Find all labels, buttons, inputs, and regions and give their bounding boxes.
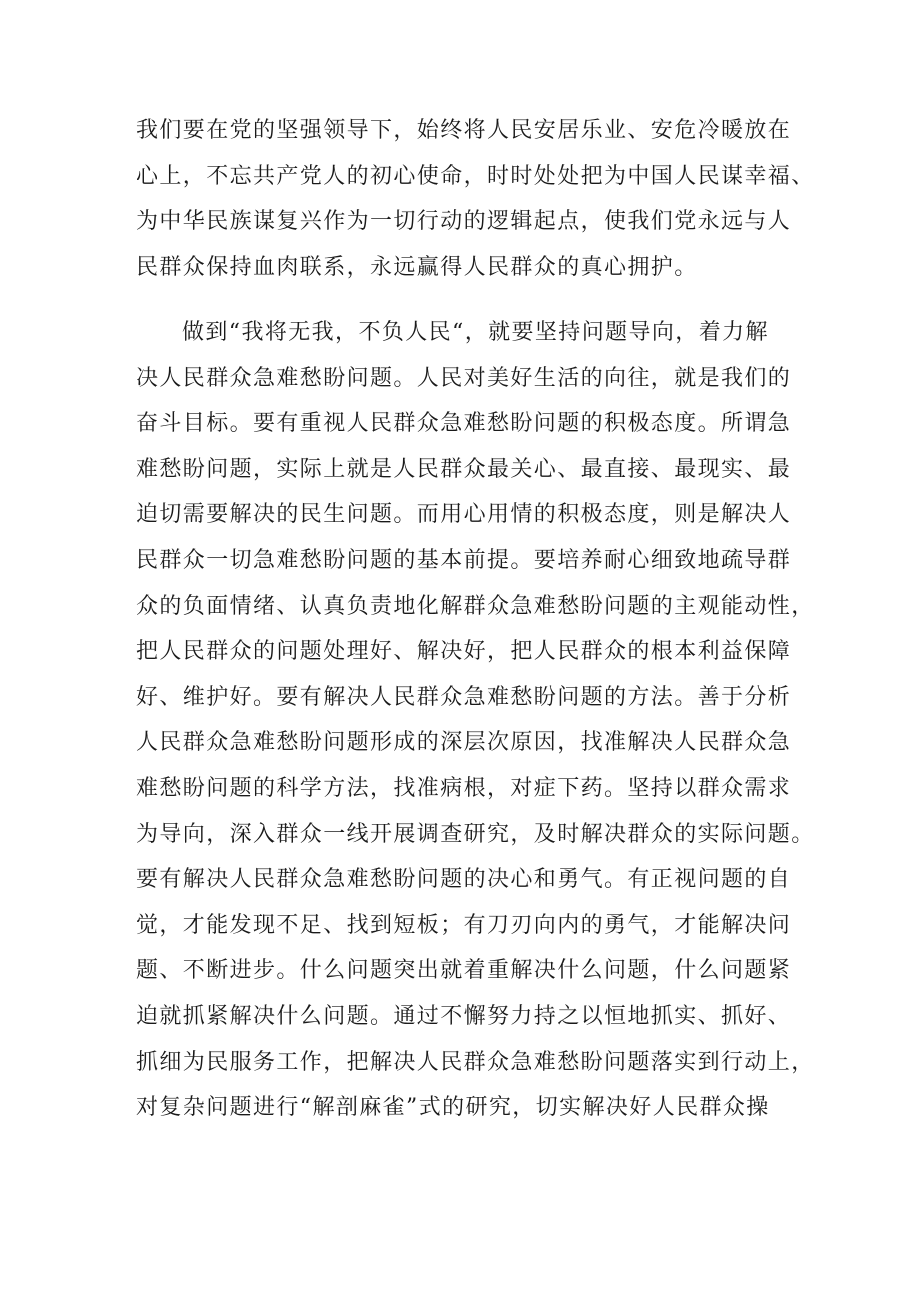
text-line: 抓细为民服务工作，把解决人民群众急难愁盼问题落实到行动上， (136, 1049, 815, 1075)
text-line: 为导向，深入群众一线开展调查研究，及时解决群众的实际问题。 (136, 821, 815, 847)
paragraph-2 (136, 310, 815, 1131)
text-line: 做到“我将无我，不负人民“，就要坚持问题导向，着力解 (182, 320, 769, 345)
paragraph-1 (136, 108, 815, 290)
text-line: 奋斗目标。要有重视人民群众急难愁盼问题的积极态度。所谓急 (136, 411, 792, 437)
text-line: 要有解决人民群众急难愁盼问题的决心和勇气。有正视问题的自 (136, 867, 792, 893)
text-line: 难愁盼问题，实际上就是人民群众最关心、最直接、最现实、最 (136, 456, 792, 482)
text-line: 民群众保持血肉联系，永远赢得人民群众的真心拥护。 (136, 254, 698, 280)
text-line: 为中华民族谋复兴作为一切行动的逻辑起点，使我们党永远与人 (136, 209, 792, 235)
text-line: 众的负面情绪、认真负责地化解群众急难愁盼问题的主观能动性， (136, 593, 815, 619)
text-line: 迫就抓紧解决什么问题。通过不懈努力持之以恒地抓实、抓好、 (136, 1003, 792, 1029)
text-line: 觉，才能发现不足、找到短板；有刀刃向内的勇气，才能解决问 (136, 912, 792, 938)
text-line: 题、不断进步。什么问题突出就着重解决什么问题，什么问题紧 (136, 958, 792, 984)
text-line: 好、维护好。要有解决人民群众急难愁盼问题的方法。善于分析 (136, 684, 792, 710)
text-line: 民群众一切急难愁盼问题的基本前提。要培养耐心细致地疏导群 (136, 547, 792, 573)
text-line: 我们要在党的坚强领导下，始终将人民安居乐业、安危冷暖放在 (136, 118, 792, 143)
text-line: 人民群众急难愁盼问题形成的深层次原因，找准解决人民群众急 (136, 730, 792, 756)
text-line: 决人民群众急难愁盼问题。人民对美好生活的向往，就是我们的 (136, 365, 792, 391)
text-line: 对复杂问题进行“解剖麻雀”式的研究，切实解决好人民群众操 (136, 1095, 770, 1121)
text-line: 心上，不忘共产党人的初心使命，时时处处把为中国人民谋幸福、 (136, 163, 815, 189)
text-line: 迫切需要解决的民生问题。而用心用情的积极态度，则是解决人 (136, 502, 792, 528)
text-line: 把人民群众的问题处理好、解决好，把人民群众的根本利益保障 (136, 639, 792, 665)
text-line: 难愁盼问题的科学方法，找准病根，对症下药。坚持以群众需求 (136, 775, 792, 801)
